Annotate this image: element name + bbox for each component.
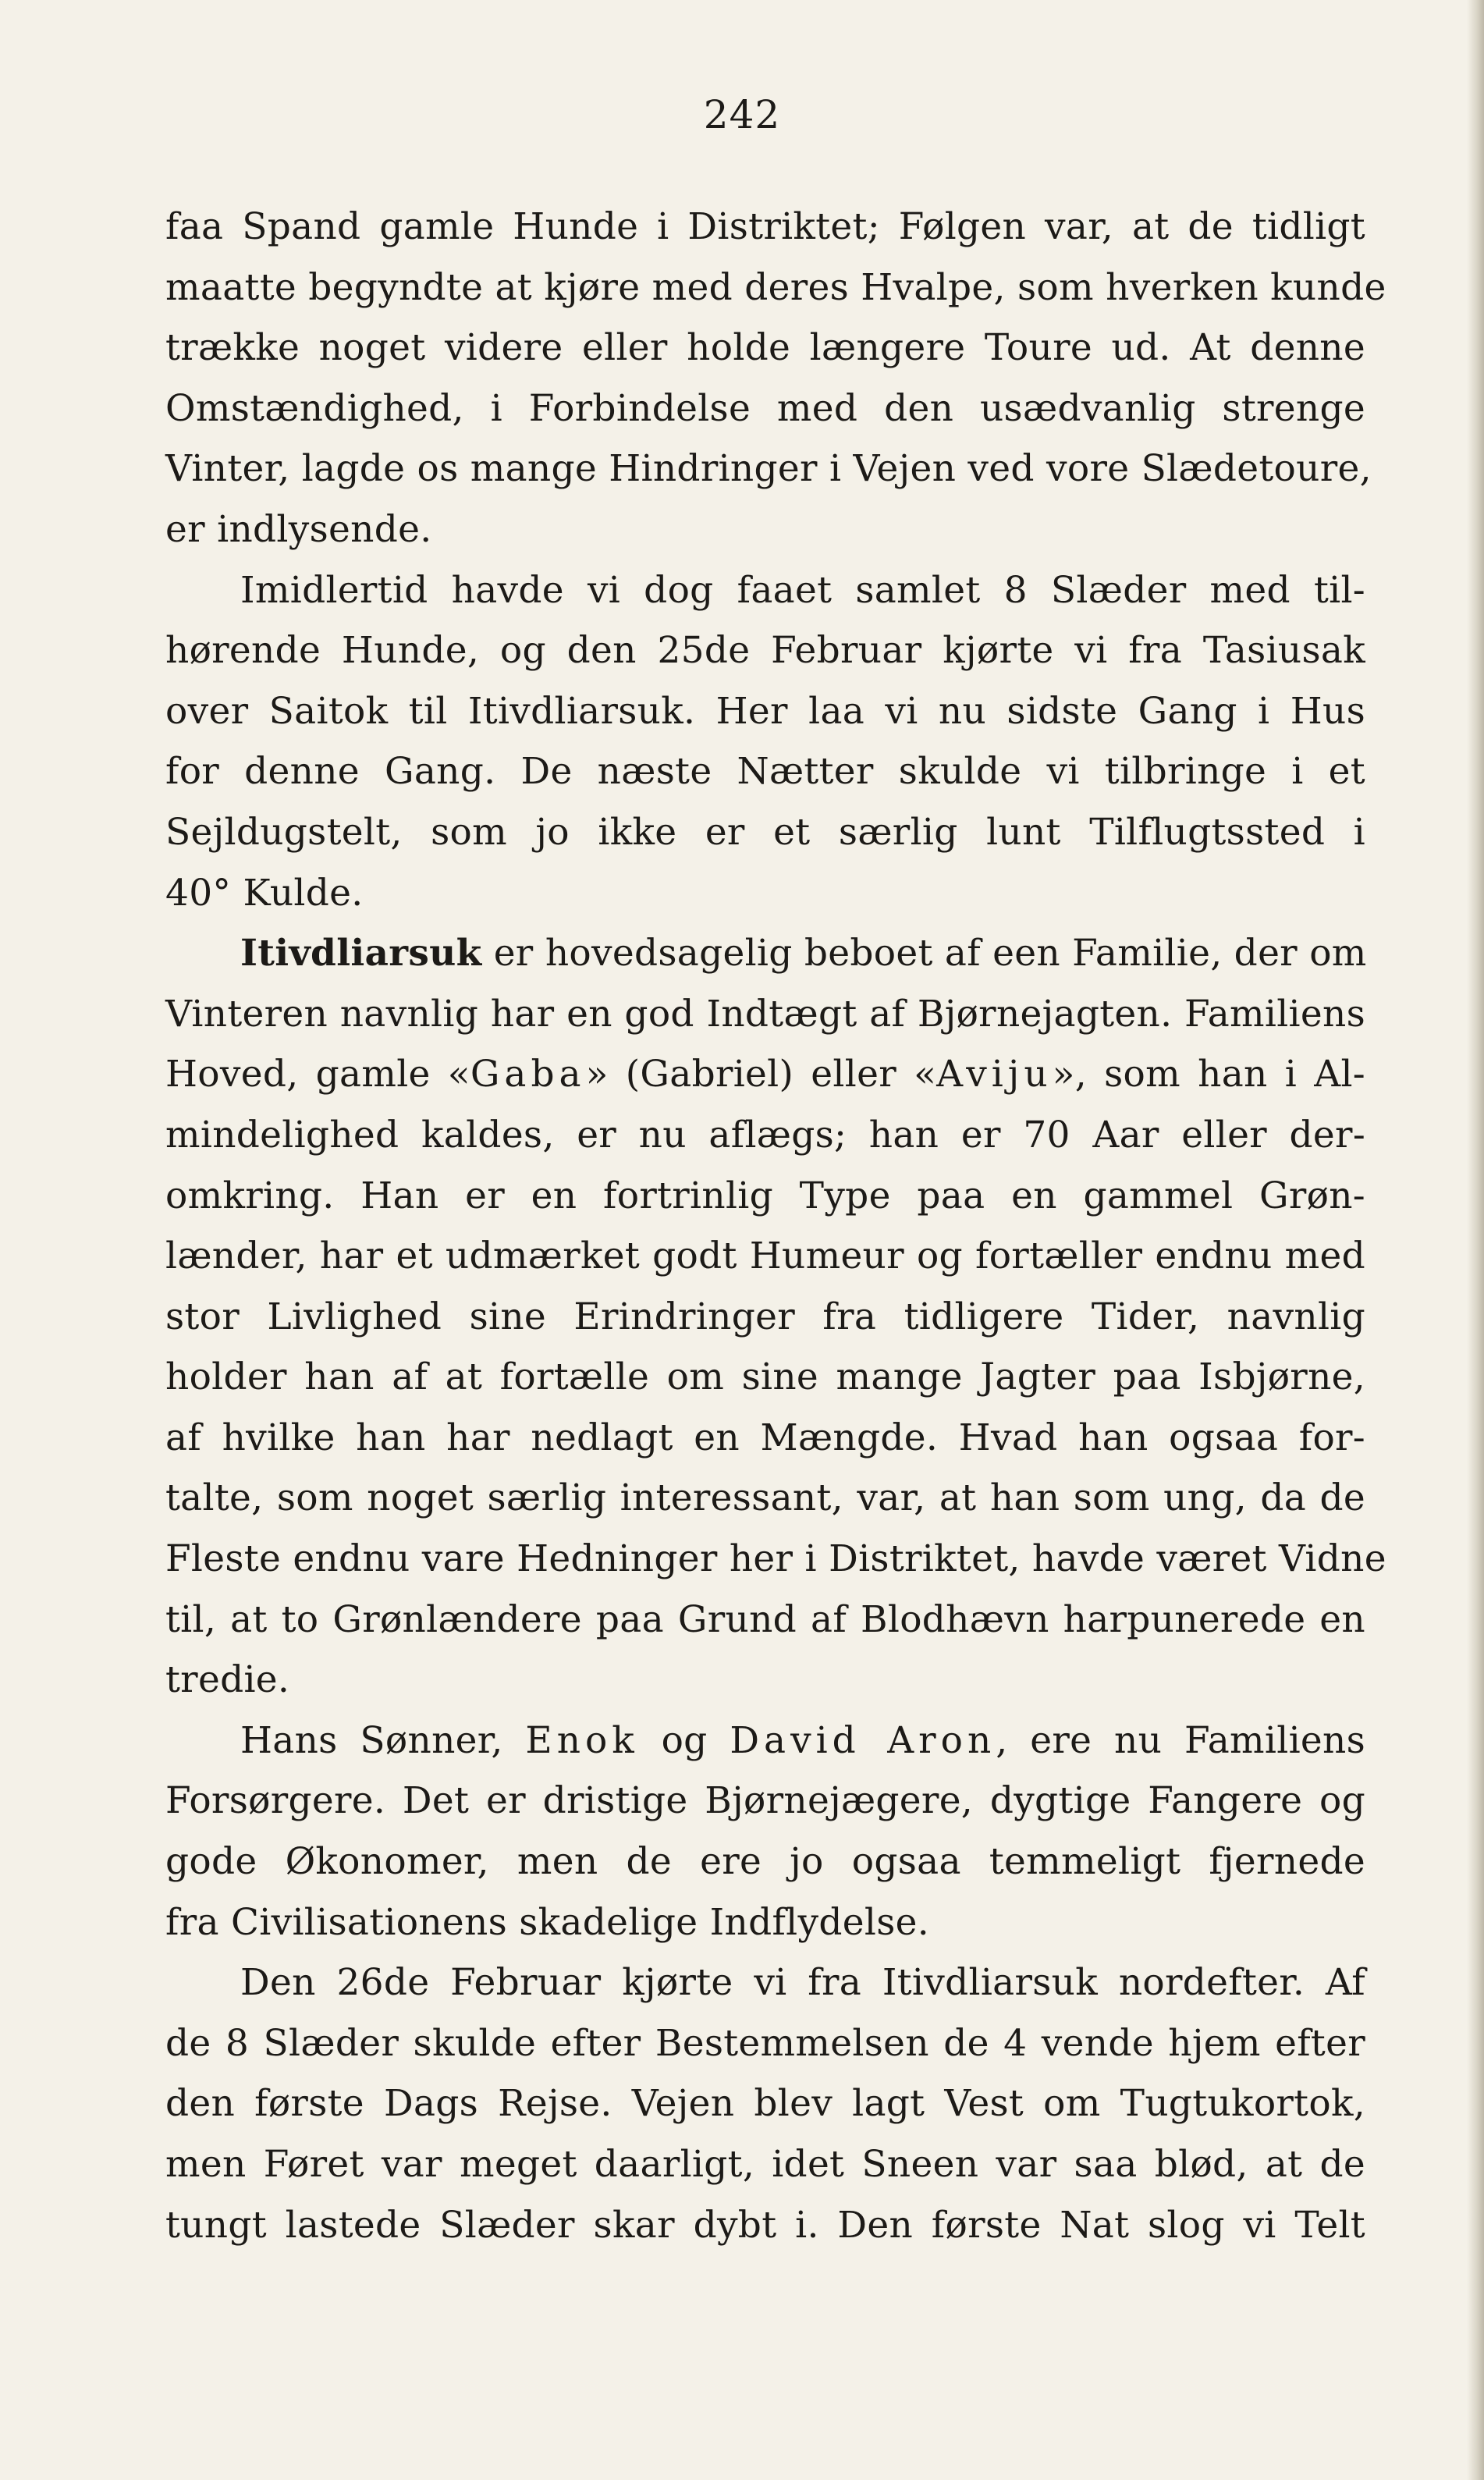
- text-line: [165, 802, 1365, 863]
- text-line: [165, 1347, 1365, 1408]
- text-line: [165, 378, 1365, 439]
- text-segment: », som han i Al-: [1052, 1053, 1365, 1096]
- text-segment: mindelighed kaldes, er nu aflægs; han er 70 Aar eller der-: [165, 1113, 1365, 1157]
- spaced-name: Enok: [525, 1718, 639, 1762]
- text-line: [165, 1105, 1365, 1166]
- text-line: [165, 318, 1365, 378]
- text-segment: men Føret var meget daarligt, idet Sneen var saa blød, at de: [165, 2143, 1365, 2186]
- text-segment: Forsørgere. Det er dristige Bjørnejægere, dygtige Fangere og: [165, 1779, 1365, 1823]
- text-segment: tungt lastede Slæder skar dybt i. Den første Nat slog vi Telt: [165, 2203, 1365, 2247]
- text-line: [165, 1287, 1365, 1348]
- text-segment: faa Spand gamle Hunde i Distriktet; Følgen var, at de tidligt: [165, 205, 1365, 248]
- text-line: [165, 741, 1365, 802]
- text-line: [165, 2013, 1365, 2074]
- text-segment: Imidlertid havde vi dog faaet samlet 8 Slæder med til-: [240, 568, 1365, 612]
- page-number: 242: [703, 92, 781, 137]
- text-segment: de 8 Slæder skulde efter Bestemmelsen de 4 vende hjem efter: [165, 2021, 1365, 2065]
- spaced-name: Gaba: [470, 1053, 586, 1096]
- text-segment: lænder, har et udmærket godt Humeur og fortæller endnu med: [165, 1235, 1365, 1278]
- text-segment: Hans Sønner,: [240, 1718, 526, 1762]
- text-line: [165, 197, 1365, 258]
- text-segment: 40° Kulde.: [165, 871, 364, 915]
- text-line: [165, 560, 1365, 621]
- text-segment: over Saitok til Itivdliarsuk. Her laa vi nu sidste Gang i Hus: [165, 689, 1365, 733]
- text-segment: gode Økonomer, men de ere jo ogsaa temmeligt fjernede: [165, 1840, 1365, 1884]
- text-segment: holder han af at fortælle om sine mange Jagter paa Isbjørne,: [165, 1355, 1365, 1399]
- text-segment: Vinter, lagde os mange Hindringer i Vejen ved vore Slædetoure,: [165, 447, 1372, 491]
- text-segment: fra Civilisationens skadelige Indflydelse.: [165, 1900, 929, 1944]
- text-segment: trække noget videre eller holde længere Toure ud. At denne: [165, 326, 1365, 370]
- text-segment: tredie.: [165, 1658, 290, 1702]
- text-segment: er hovedsagelig beboet af een Familie, der om: [481, 932, 1367, 975]
- text-segment: hørende Hunde, og den 25de Februar kjørte vi fra Tasiusak: [165, 629, 1365, 673]
- text-segment: talte, som noget særlig interessant, var, at han som ung, da de: [165, 1476, 1365, 1520]
- body-text: [165, 197, 1386, 2255]
- spaced-name: David Aron: [730, 1718, 996, 1762]
- text-line: [165, 1832, 1365, 1892]
- text-segment: den første Dags Rejse. Vejen blev lagt Vest om Tugtukortok,: [165, 2082, 1365, 2126]
- text-line: [165, 258, 1386, 318]
- text-line: [165, 1892, 1365, 1953]
- text-segment: » (Gabriel) eller «: [585, 1053, 937, 1096]
- text-segment: stor Livlighed sine Erindringer fra tidligere Tider, navnlig: [165, 1295, 1365, 1338]
- text-line: [165, 1771, 1365, 1832]
- text-line: [165, 2073, 1365, 2134]
- text-segment: maatte begyndte at kjøre med deres Hvalpe, som hverken kunde: [165, 265, 1386, 309]
- text-segment: Fleste endnu vare Hedninger her i Distriktet, havde været Vidne: [165, 1537, 1386, 1581]
- text-segment: for denne Gang. De næste Nætter skulde vi tilbringe i et: [165, 750, 1365, 794]
- spaced-name: Aviju: [936, 1053, 1053, 1096]
- text-line: [165, 1650, 1365, 1711]
- text-line: [165, 2195, 1365, 2256]
- text-line: [165, 1529, 1386, 1590]
- text-segment: er indlysende.: [165, 507, 432, 551]
- text-segment: Hoved, gamle «: [165, 1053, 470, 1096]
- text-segment: af hvilke han har nedlagt en Mængde. Hvad han ogsaa for-: [165, 1416, 1365, 1459]
- text-segment: Den 26de Februar kjørte vi fra Itivdliarsuk nordefter. Af: [240, 1961, 1365, 2005]
- text-line: [165, 1226, 1365, 1287]
- text-segment: Sejldugstelt, som jo ikke er et særlig lunt Tilflugtssted i: [165, 810, 1365, 854]
- text-line: [165, 1408, 1365, 1469]
- text-line: [165, 439, 1372, 499]
- page-edge-shadow: [1467, 0, 1484, 2480]
- text-segment: og: [638, 1718, 730, 1762]
- text-line: [165, 984, 1365, 1045]
- place-name-bold: Itivdliarsuk: [240, 932, 482, 975]
- text-line: [165, 2134, 1365, 2195]
- text-segment: Vinteren navnlig har en god Indtægt af Bjørnejagten. Familiens: [165, 992, 1365, 1036]
- text-line: [165, 923, 1365, 984]
- text-segment: , ere nu Familiens: [996, 1718, 1366, 1762]
- text-line: [165, 620, 1365, 681]
- text-line: [165, 863, 1365, 924]
- text-line: [165, 1468, 1365, 1529]
- text-line: [165, 1952, 1365, 2013]
- text-line: [165, 1044, 1365, 1105]
- text-segment: Omstændighed, i Forbindelse med den usædvanlig strenge: [165, 386, 1365, 430]
- text-line: [165, 1590, 1365, 1650]
- text-line: [165, 1166, 1365, 1227]
- text-segment: til, at to Grønlændere paa Grund af Blodhævn harpunerede en: [165, 1597, 1365, 1641]
- text-segment: omkring. Han er en fortrinlig Type paa en gammel Grøn-: [165, 1174, 1365, 1217]
- text-line: [165, 1711, 1365, 1771]
- text-line: [165, 681, 1365, 742]
- text-line: [165, 499, 1365, 560]
